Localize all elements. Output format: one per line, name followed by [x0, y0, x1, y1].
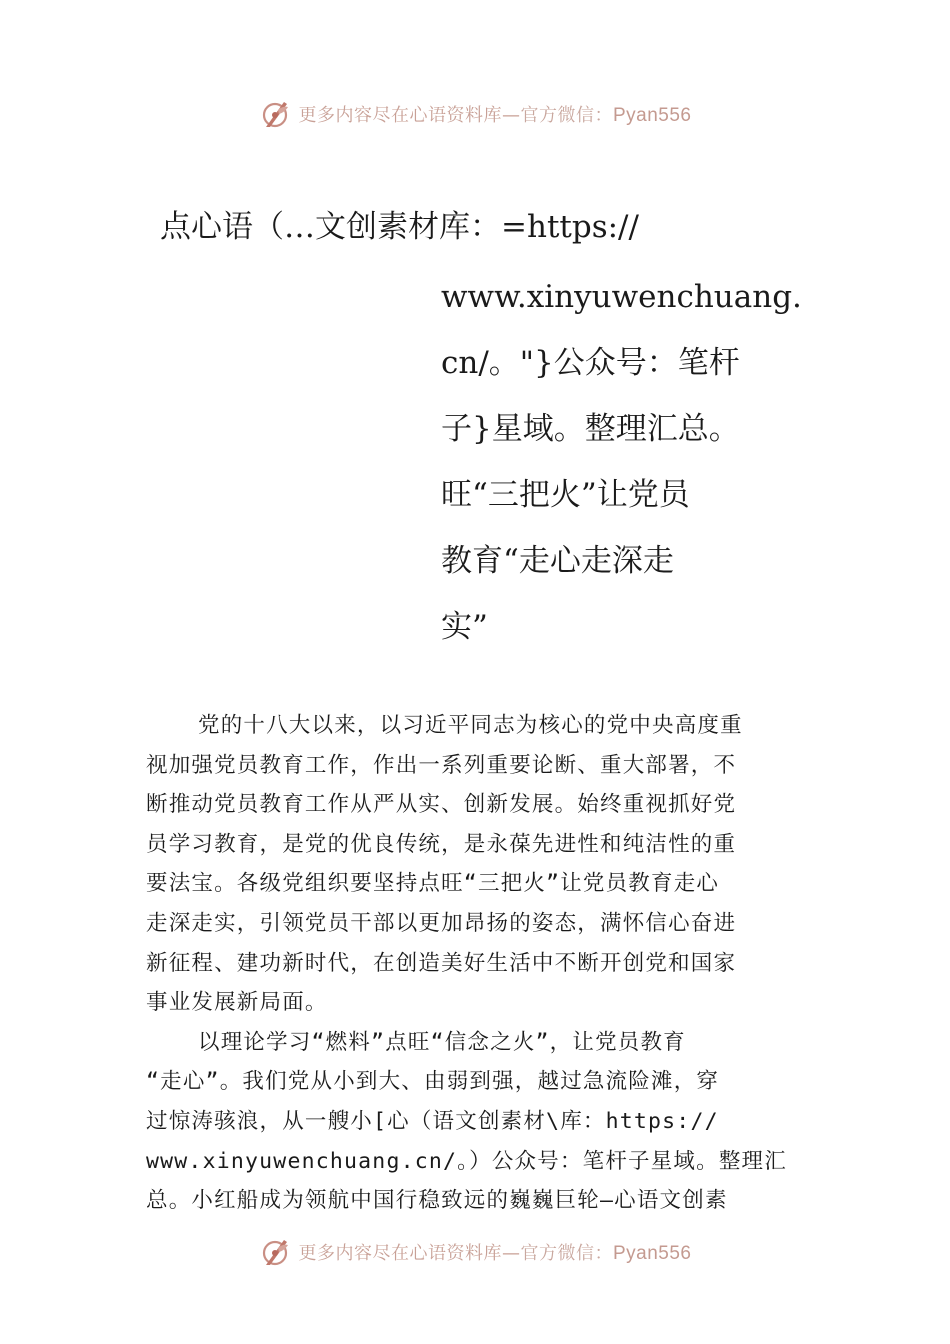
paragraph-1-line: 走深走实，引领党员干部以更加昂扬的姿态，满怀信心奋进 [146, 910, 737, 936]
title-line: 旺“三把火”让党员 [441, 477, 690, 513]
banner-wechat-id: Pyan556 [612, 1243, 692, 1264]
paragraph-1-line: 新征程、建功新时代，在创造美好生活中不断开创党和国家 [146, 950, 737, 976]
footer-banner [0, 1232, 950, 1272]
paragraph-2-line: 总。小红船成为领航中国行稳致远的巍巍巨轮—心语文创素 [146, 1188, 728, 1214]
title-line: cn/。"}公众号：笔杆 [441, 345, 740, 381]
body-text [146, 706, 806, 1221]
paragraph-2-line: 以理论学习“燃料”点旺“信念之火”，让党员教育 [198, 1029, 686, 1055]
title-line: www.xinyuwenchuang. [441, 279, 802, 315]
quill-pen-circle-icon [258, 97, 292, 131]
title-line-1: 点心语（…文创素材库：=https:// [160, 209, 639, 245]
paragraph-1-line: 断推动党员教育工作从严从实、创新发展。始终重视抓好党 [146, 792, 737, 818]
paragraph-1-line: 事业发展新局面。 [146, 990, 328, 1016]
title-line: 教育“走心走深走 [441, 543, 674, 579]
quill-pen-circle-icon [258, 1235, 292, 1269]
paragraph-1-line: 视加强党员教育工作，作出一系列重要论断、重大部署，不 [146, 752, 737, 778]
banner-text [298, 1239, 691, 1265]
header-banner [0, 94, 950, 134]
banner-text [298, 101, 691, 127]
paragraph-2-line: 过惊涛骇浪，从一艘小[心（语文创素材\库：https:// [146, 1108, 719, 1134]
paragraph-1-line: 要法宝。各级党组织要坚持点旺“三把火”让党员教育走心 [146, 871, 720, 897]
banner-main-text: 更多内容尽在心语资料库— [298, 1243, 521, 1264]
paragraph-2-line: www.xinyuwenchuang.cn/。）公众号：笔杆子星域。整理汇 [146, 1148, 787, 1174]
title-line: 实” [441, 609, 488, 645]
title-line: 子}星域。整理汇总。 [441, 411, 740, 447]
paragraph-1-line: 员学习教育，是党的优良传统，是永葆先进性和纯洁性的重 [146, 831, 737, 857]
banner-main-text: 更多内容尽在心语资料库— [298, 105, 521, 126]
banner-wechat-label: 官方微信： [520, 105, 613, 126]
banner-wechat-label: 官方微信： [520, 1243, 613, 1264]
paragraph-1-line: 党的十八大以来，以习近平同志为核心的党中央高度重 [198, 713, 743, 738]
banner-wechat-id: Pyan556 [612, 105, 692, 126]
document-title [441, 264, 802, 660]
paragraph-2-line: “走心”。我们党从小到大、由弱到强，越过急流险滩，穿 [146, 1069, 720, 1095]
